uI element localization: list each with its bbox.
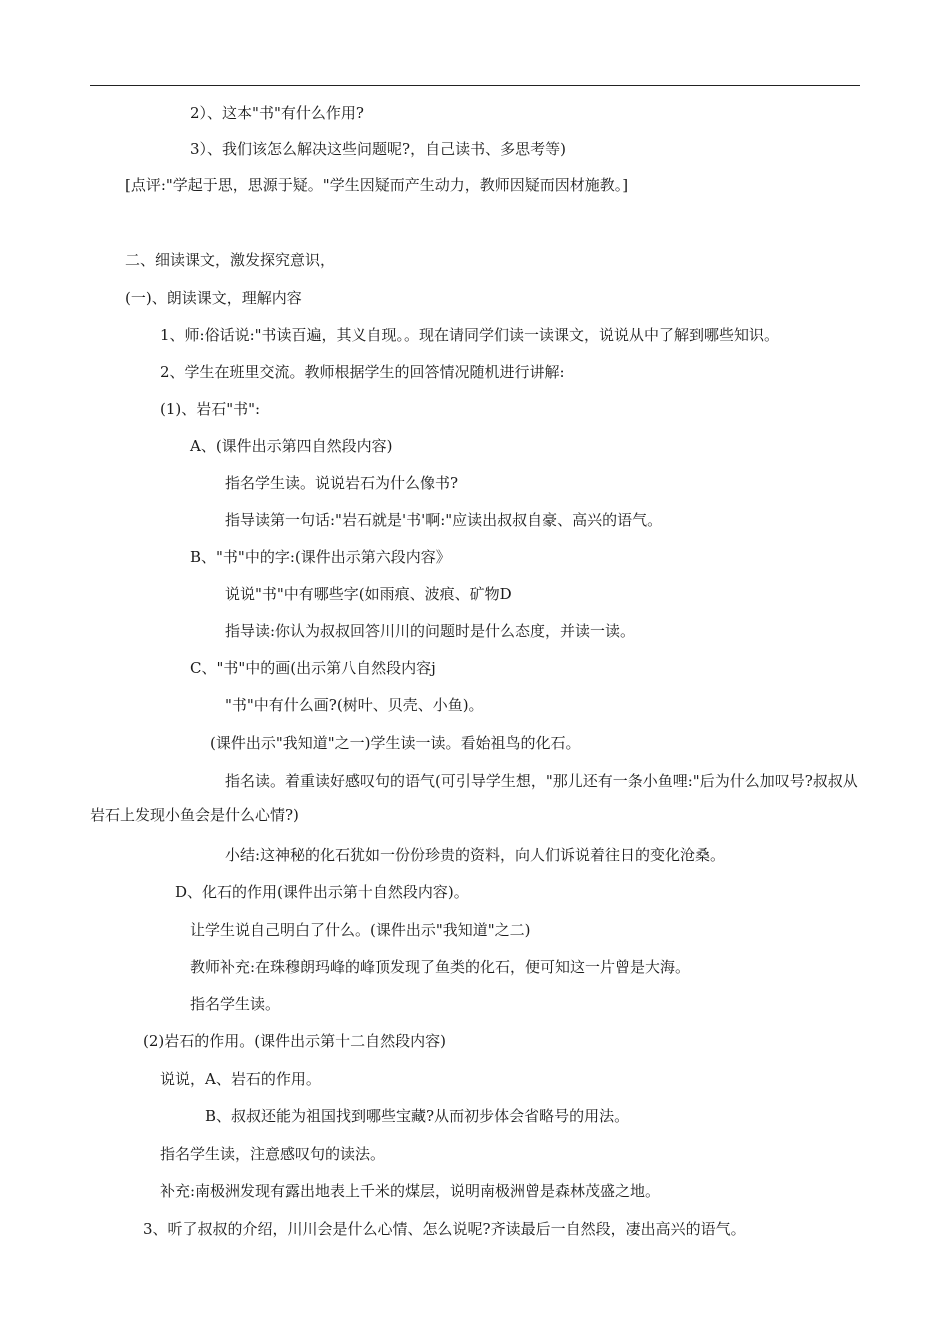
- text-line: 1、师:俗话说:"书读百遍，其义自现。。现在请同学们读一读课文，说说从中了解到哪些知识。: [160, 326, 780, 344]
- text-line: A、(课件出示第四自然段内容): [190, 437, 393, 455]
- text-line: 2）、这本"书"有什么作用?: [190, 104, 364, 122]
- text-line: 教师补充:在珠穆朗玛峰的峰顶发现了鱼类的化石，便可知这一片曾是大海。: [190, 958, 691, 976]
- text-line: 3）、我们该怎么解决这些问题呢?，自己读书、多思考等): [190, 140, 566, 158]
- text-line: 让学生说自己明白了什么。(课件出示"我知道"之二): [190, 921, 531, 939]
- text-paragraph: 指名读。着重读好感叹句的语气(可引导学生想，"那儿还有一条小鱼哩:"后为什么加叹号?叔叔从岩石上发现小鱼会是什么心情?): [90, 772, 858, 824]
- subsection-heading: (一)、朗读课文，理解内容: [125, 289, 302, 307]
- text-line: 指名学生读。: [190, 995, 281, 1013]
- text-line: 说说"书"中有哪些字(如雨痕、波痕、矿物D: [225, 585, 512, 603]
- text-line: B、叔叔还能为祖国找到哪些宝藏?从而初步体会省略号的用法。: [205, 1107, 630, 1125]
- text-line: [点评:"学起于思，思源于疑。"学生因疑而产生动力，教师因疑而因材施教。]: [125, 176, 629, 194]
- text-line: D、化石的作用(课件出示第十自然段内容)。: [175, 883, 469, 901]
- text-line: 补充:南极洲发现有露出地表上千米的煤层，说明南极洲曾是森林茂盛之地。: [160, 1182, 661, 1200]
- text-line: B、"书"中的字:(课件出示第六段内容》: [190, 548, 451, 566]
- text-line: (2)岩石的作用。(课件出示第十二自然段内容): [143, 1032, 446, 1050]
- text-line: (1)、岩石"书":: [160, 400, 261, 418]
- text-line: (课件出示"我知道"之一)学生读一读。看始祖鸟的化石。: [210, 734, 581, 752]
- text-line: 2、学生在班里交流。教师根据学生的回答情况随机进行讲解:: [160, 363, 565, 381]
- section-heading: 二、细读课文，激发探究意识，: [125, 251, 336, 269]
- text-line: 指名学生读，注意感叹句的读法。: [160, 1145, 386, 1163]
- text-line: C、"书"中的画(出示第八自然段内容j: [190, 659, 436, 677]
- text-line: 3、听了叔叔的介绍，川川会是什么心情、怎么说呢?齐读最后一自然段，凄出高兴的语气。: [143, 1220, 746, 1238]
- text-line: "书"中有什么画?(树叶、贝壳、小鱼)。: [225, 696, 484, 714]
- text-line: 说说，A、岩石的作用。: [160, 1070, 321, 1088]
- text-line: 小结:这神秘的化石犹如一份份珍贵的资料，向人们诉说着往日的变化沧桑。: [225, 846, 726, 864]
- text-line: 指导读:你认为叔叔回答川川的问题时是什么态度，并读一读。: [225, 622, 636, 640]
- text-line: 指导读第一句话:"岩石就是'书'啊:"应读出叔叔自豪、高兴的语气。: [225, 511, 663, 529]
- header-rule: [90, 85, 860, 86]
- text-line: 指名学生读。说说岩石为什么像书?: [225, 474, 459, 492]
